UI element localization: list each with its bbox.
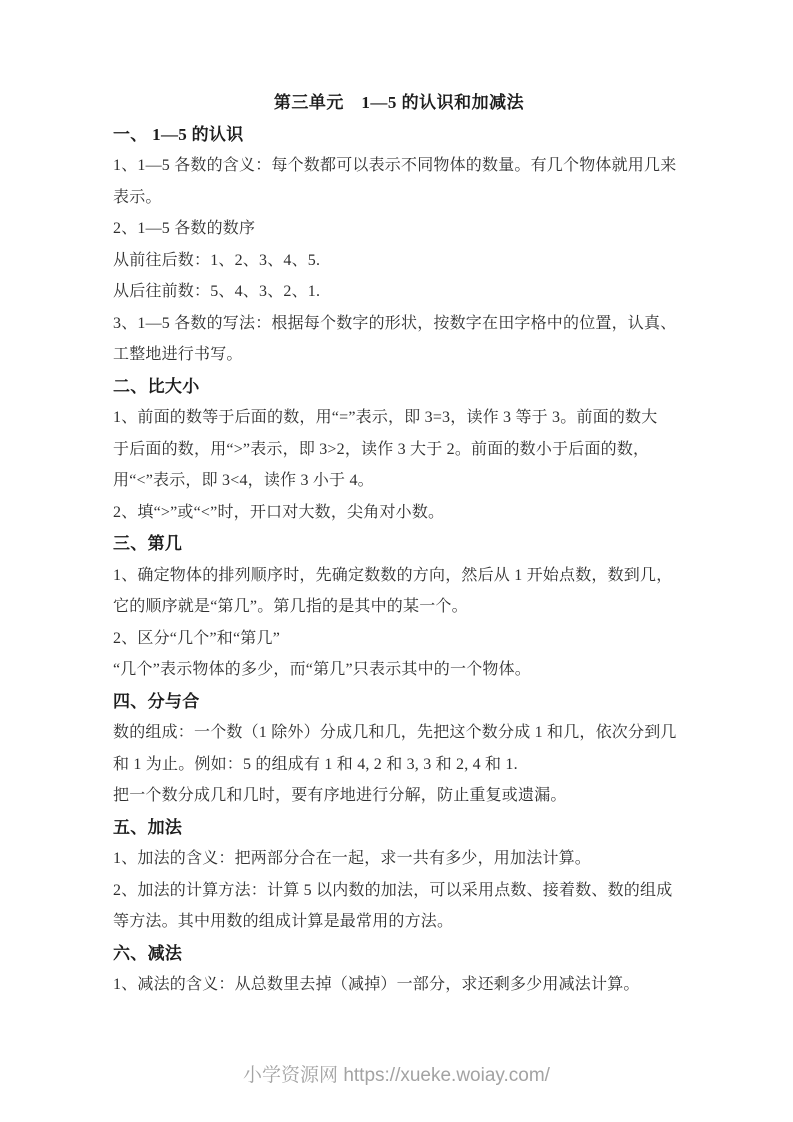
text-line: 从后往前数：5、4、3、2、1. [113,283,321,300]
text-line: 2、加法的计算方法：计算 5 以内数的加法，可以采用点数、接着数、数的组成 [113,881,673,899]
section-heading: 一、 1—5 的认识 [113,124,244,144]
text-line: 等方法。其中用数的组成计算是最常用的方法。 [113,913,454,930]
text-line: 1、1—5 各数的含义：每个数都可以表示不同物体的数量。有几个物体就用几来 [113,157,677,174]
text-line: 3、1—5 各数的写法：根据每个数字的形状，按数字在田字格中的位置，认真、 [113,314,677,332]
document-title: 第三单元 1—5 的认识和加减法 [273,93,525,112]
text-line: 工整地进行书写。 [113,346,243,363]
section-jianfa [113,938,685,1001]
section-fenyuhe [113,686,685,812]
document-content [113,87,685,1001]
text-line: 数的组成：一个数（1 除外）分成几和几，先把这个数分成 1 和几，依次分到几 [113,724,677,741]
text-line: 2、填“>”或“<”时，开口对大数，尖角对小数。 [113,503,445,521]
text-line: “几个”表示物体的多少，而“第几”只表示其中的一个物体。 [113,661,532,678]
section-bidaxiao [113,371,685,529]
section-heading: 二、比大小 [113,376,200,396]
text-line: 1、确定物体的排列顺序时，先确定数数的方向，然后从 1 开始点数，数到几， [113,566,673,584]
section-heading: 六、减法 [113,943,183,963]
text-line: 和 1 为止。例如：5 的组成有 1 和 4, 2 和 3, 3 和 2, 4 和 1. [113,755,518,773]
text-line: 从前往后数：1、2、3、4、5. [113,251,321,269]
text-line: 用“<”表示，即 3<4，读作 3 小于 4。 [113,472,374,489]
section-heading: 五、加法 [113,817,183,837]
text-line: 2、区分“几个”和“第几” [113,629,281,647]
section-1-5-renshi [113,119,685,371]
section-diji [113,528,685,686]
text-line: 把一个数分成几和几时，要有序地进行分解，防止重复或遗漏。 [113,787,567,804]
text-line: 2、1—5 各数的数序 [113,220,256,237]
text-line: 1、加法的含义：把两部分合在一起，求一共有多少，用加法计算。 [113,850,592,867]
text-line: 于后面的数，用“>”表示，即 3>2，读作 3 大于 2。前面的数小于后面的数， [113,440,650,458]
section-heading: 四、分与合 [113,691,200,711]
section-jiafa [113,812,685,938]
section-heading: 三、第几 [113,534,183,553]
text-line: 表示。 [113,188,162,206]
text-line: 1、前面的数等于后面的数，用“=”表示，即 3=3，读作 3 等于 3。前面的数大 [113,409,658,426]
text-line: 它的顺序就是“第几”。第几指的是其中的某一个。 [113,598,468,615]
footer-watermark: 小学资源网 https://xueke.woiay.com/ [243,1065,550,1086]
text-line: 1、减法的含义：从总数里去掉（减掉）一部分，求还剩多少用减法计算。 [113,976,640,993]
